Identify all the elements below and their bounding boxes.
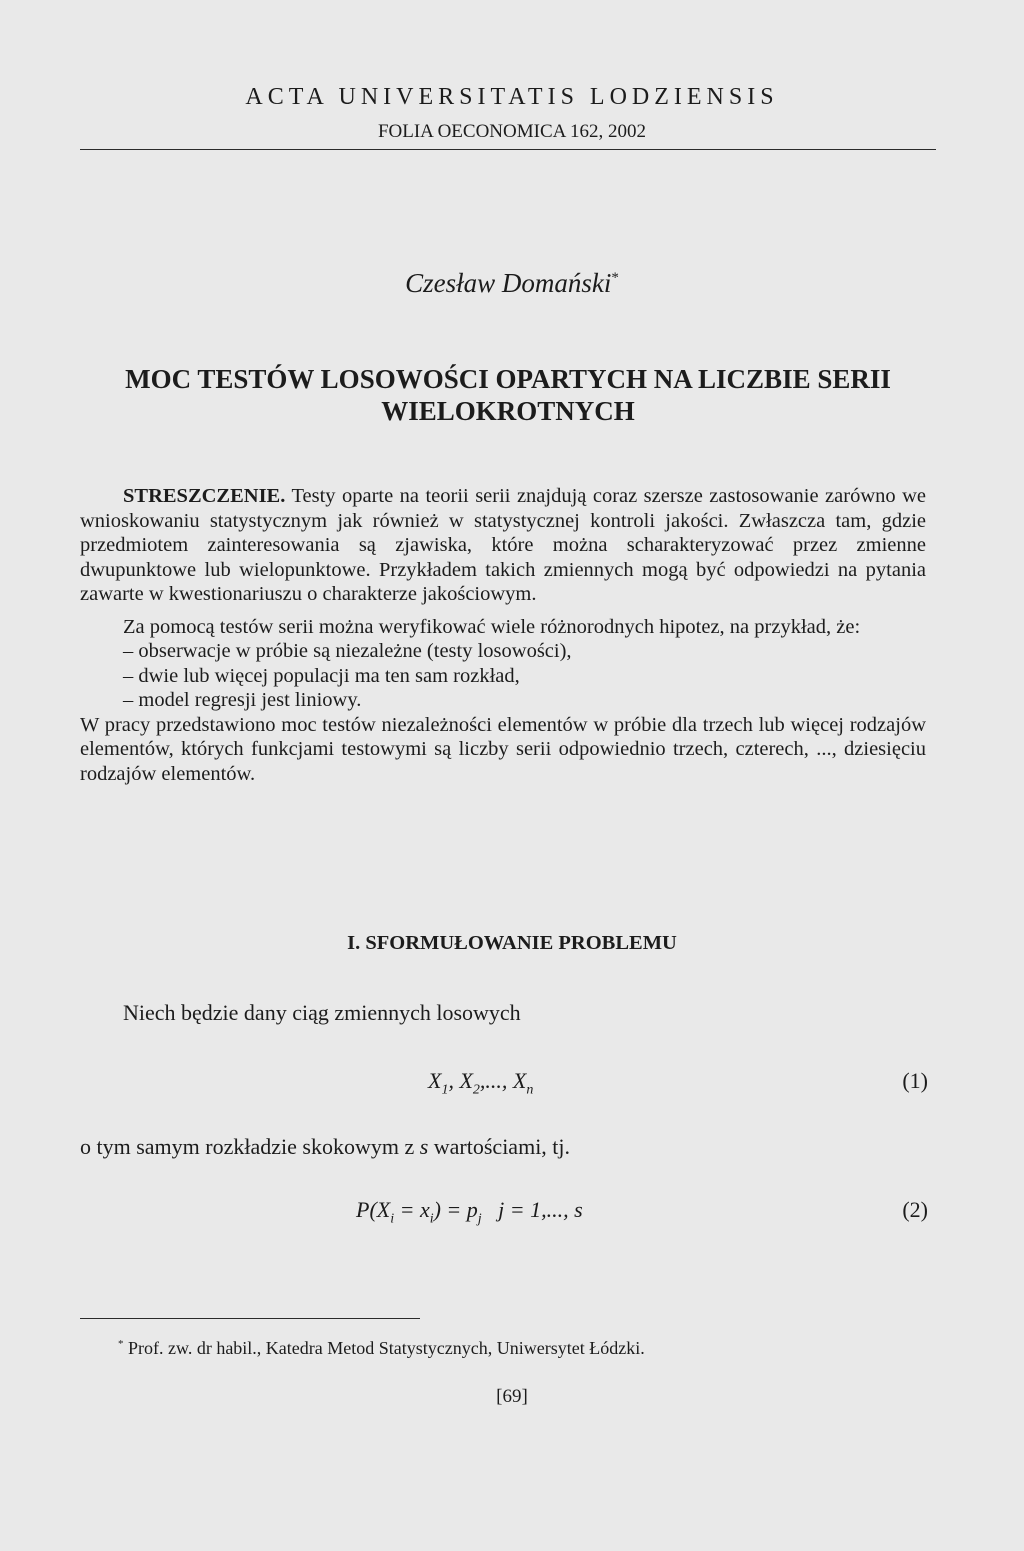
footnote — [118, 1338, 645, 1359]
journal-series: FOLIA OECONOMICA 162, 2002 — [377, 121, 647, 142]
body-sentence-2-end: wartościami, tj. — [428, 1134, 571, 1159]
abstract-list-item: – obserwacje w próbie są niezależne (testy losowości), — [123, 640, 572, 662]
abstract-list-item: – model regresji jest liniowy. — [123, 689, 362, 711]
paper-title — [80, 363, 936, 427]
footnote-rule — [80, 1318, 420, 1319]
footnote-text: Prof. zw. dr habil., Katedra Metod Statystycznych, Uniwersytet Łódzki. — [128, 1338, 645, 1358]
header-rule — [80, 149, 936, 150]
abstract — [80, 484, 926, 786]
footnote-mark: * — [118, 1338, 124, 1350]
equation-2: $P(X_i = x_i) = p_j$ j = 1,..., s — [356, 1197, 583, 1227]
author-footnote-mark: * — [611, 270, 619, 286]
journal-name: ACTA UNIVERSITATIS LODZIENSIS — [245, 84, 779, 110]
title-line-2: WIELOKROTNYCH — [381, 396, 635, 426]
section-heading: I. SFORMUŁOWANIE PROBLEMU — [347, 932, 677, 954]
page-number: [69] — [496, 1386, 528, 1407]
abstract-paragraph-3: W pracy przedstawiono moc testów niezależności elementów w próbie dla trzech lub więcej rodzajów elementów, których funkcjami testowymi są liczby serii odpowiednio trzech, czterech, ..., dziesięciu rodzajów elementów. — [80, 713, 926, 785]
equation-2-range: j = 1,..., s — [498, 1197, 583, 1222]
author-name: Czesław Domański — [405, 268, 612, 298]
author — [0, 268, 1024, 299]
body-sentence-2-start: o tym samym rozkładzie skokowym z — [80, 1134, 420, 1159]
equation-1-number: (1) — [902, 1068, 928, 1093]
abstract-paragraph-2: Za pomocą testów serii można weryfikować wiele różnorodnych hipotez, na przykład, że: — [123, 615, 861, 638]
body-sentence-1: Niech będzie dany ciąg zmiennych losowych — [123, 1000, 521, 1025]
abstract-list-item: – dwie lub więcej populacji ma ten sam rozkład, — [123, 664, 520, 687]
abstract-paragraph-1 — [80, 484, 926, 607]
body-variable-s: s — [419, 1134, 429, 1159]
abstract-text-1: Testy oparte na teorii serii znajdują coraz szersze zastosowanie zarówno we wnioskowaniu statystycznym jak również w statystycznej kontroli jakości. Zwłaszcza tam, gdzie przedmiotem zainteresowania są zjawiska, które można scharakteryzować przez zmienne dwupunktowe lub wielopunktowe. Przykładem takich zmiennych mogą być odpowiedzi na pytania zawarte w kwestionariuszu o charakterze jakościowym. — [80, 485, 926, 605]
abstract-label: STRESZCZENIE. — [123, 485, 286, 507]
body-sentence-2 — [80, 1134, 570, 1160]
equation-1: $X_1$, $X_2$,..., $X_n$ — [428, 1068, 534, 1098]
title-line-1: MOC TESTÓW LOSOWOŚCI OPARTYCH NA LICZBIE SERII — [125, 364, 891, 394]
equation-2-number: (2) — [902, 1197, 928, 1222]
